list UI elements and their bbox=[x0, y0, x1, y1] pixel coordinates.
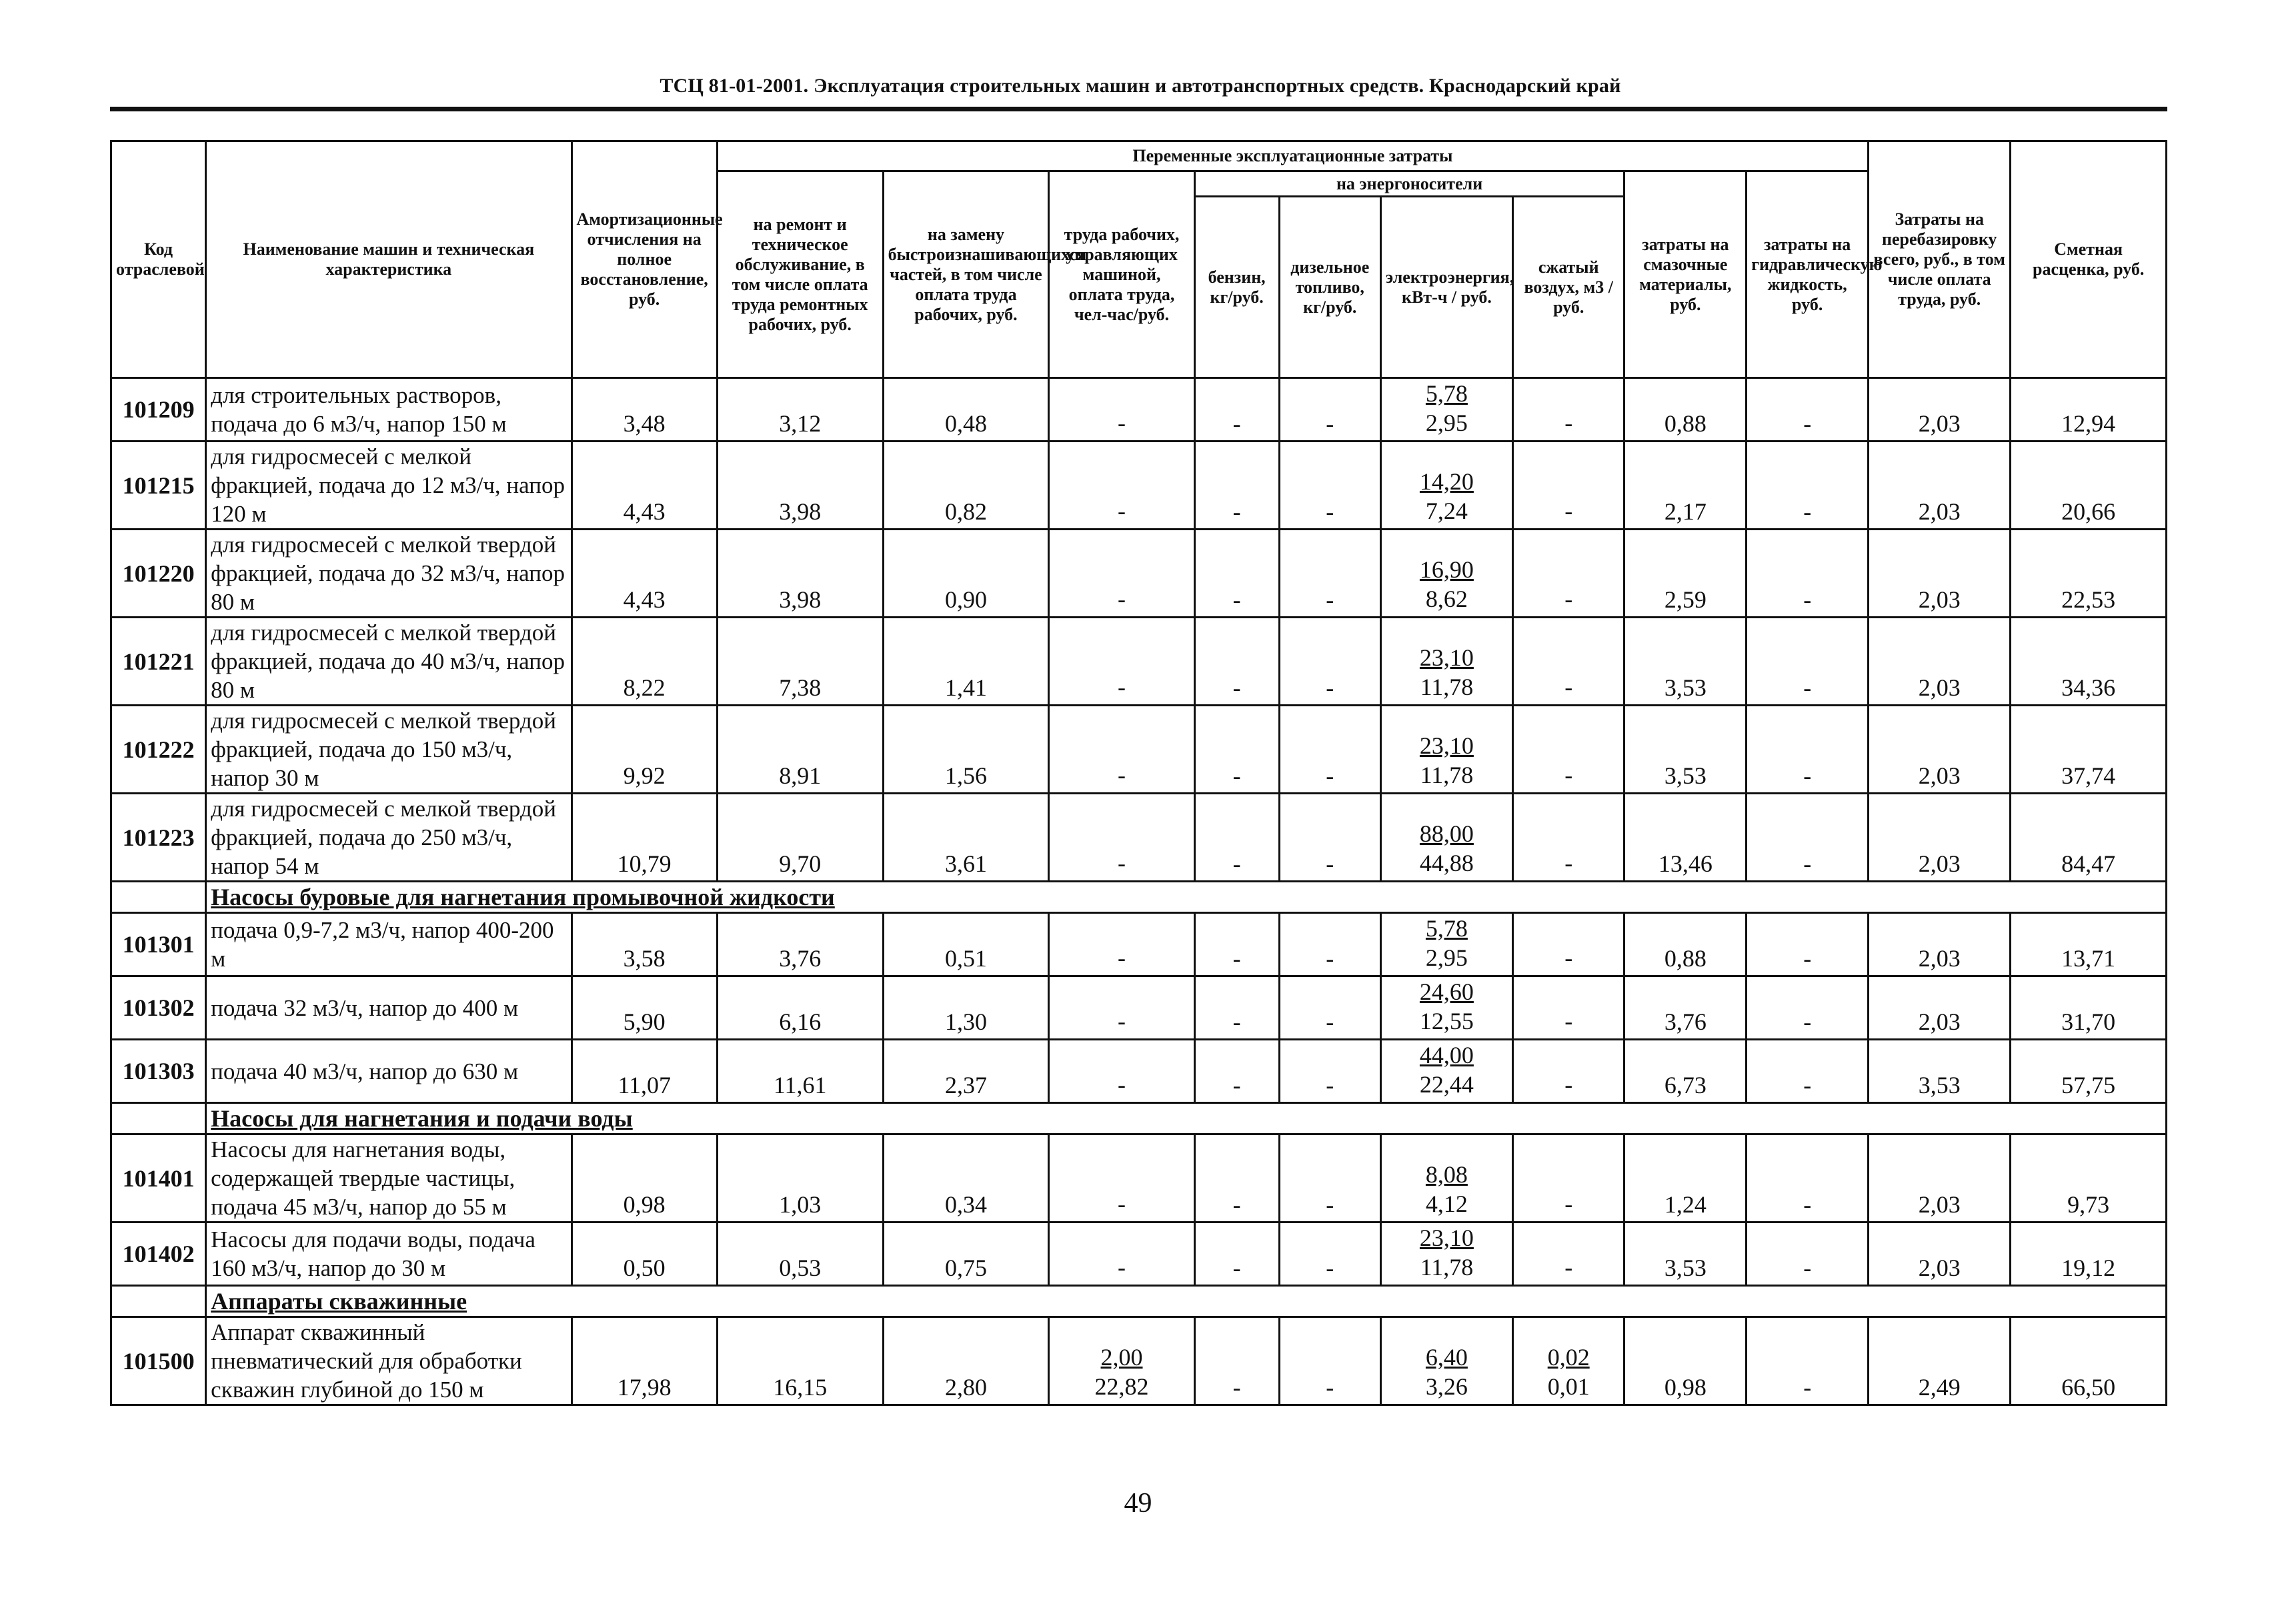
page-number: 49 bbox=[1124, 1488, 1152, 1519]
header-energy: на энергоносители bbox=[1194, 171, 1624, 197]
row-name: для гидросмесей с мелкой твердой фракцией, подача до 250 м3/ч, напор 54 м bbox=[206, 794, 572, 882]
table-row bbox=[111, 530, 2167, 618]
lube-cell: 3,53 bbox=[1624, 618, 1747, 706]
hydro-cell: - bbox=[1747, 1317, 1869, 1405]
labor-cell-cost: - bbox=[1118, 1008, 1126, 1034]
air-cell-quantity bbox=[1518, 819, 1620, 848]
labor-cell-quantity bbox=[1054, 819, 1189, 848]
diesel-cell: - bbox=[1279, 706, 1380, 794]
row-code: 101402 bbox=[111, 1223, 206, 1286]
electro-cell-cost: 11,78 bbox=[1420, 1254, 1474, 1281]
air-cell bbox=[1512, 1223, 1624, 1286]
electro-cell-quantity: 5,78 bbox=[1425, 915, 1468, 942]
section-row bbox=[111, 1286, 2167, 1317]
electro-cell-quantity: 23,10 bbox=[1419, 644, 1474, 671]
labor-cell-cost: - bbox=[1118, 944, 1126, 971]
electro-cell bbox=[1380, 618, 1512, 706]
transfer-cell: 2,03 bbox=[1869, 794, 2011, 882]
replace-cell: 2,80 bbox=[883, 1317, 1049, 1405]
price-cell: 22,53 bbox=[2011, 530, 2167, 618]
replace-cell: 0,48 bbox=[883, 378, 1049, 442]
hydro-cell: - bbox=[1747, 442, 1869, 530]
repair-cell: 3,76 bbox=[717, 913, 883, 976]
lube-cell: 1,24 bbox=[1624, 1134, 1747, 1223]
diesel-cell: - bbox=[1279, 976, 1380, 1040]
hydro-cell: - bbox=[1747, 1134, 1869, 1223]
price-cell: 12,94 bbox=[2011, 378, 2167, 442]
electro-cell-quantity: 14,20 bbox=[1419, 468, 1474, 495]
table-row bbox=[111, 1317, 2167, 1405]
electro-cell bbox=[1380, 442, 1512, 530]
electro-cell-quantity: 44,00 bbox=[1419, 1042, 1474, 1068]
lube-cell: 13,46 bbox=[1624, 794, 1747, 882]
price-cell: 31,70 bbox=[2011, 976, 2167, 1040]
page-title: ТСЦ 81-01-2001. Эксплуатация строительных машин и автотранспортных средств. Краснодарский край bbox=[660, 75, 1621, 97]
petrol-cell: - bbox=[1194, 442, 1279, 530]
table-row bbox=[111, 442, 2167, 530]
electro-cell-cost: 11,78 bbox=[1420, 762, 1474, 788]
replace-cell: 3,61 bbox=[883, 794, 1049, 882]
row-code: 101500 bbox=[111, 1317, 206, 1405]
table-row bbox=[111, 378, 2167, 442]
labor-cell-quantity bbox=[1054, 1223, 1189, 1253]
labor-cell-cost: - bbox=[1118, 762, 1126, 788]
header-name: Наименование машин и техническая характеристика bbox=[206, 141, 572, 378]
row-code: 101215 bbox=[111, 442, 206, 530]
air-cell-cost: - bbox=[1564, 586, 1573, 612]
repair-cell: 9,70 bbox=[717, 794, 883, 882]
petrol-cell: - bbox=[1194, 1040, 1279, 1103]
section-cell bbox=[206, 1103, 2167, 1134]
diesel-cell: - bbox=[1279, 913, 1380, 976]
electro-cell-cost: 44,88 bbox=[1419, 850, 1474, 876]
lube-cell: 2,17 bbox=[1624, 442, 1747, 530]
replace-cell: 1,30 bbox=[883, 976, 1049, 1040]
replace-cell: 0,90 bbox=[883, 530, 1049, 618]
row-code: 101221 bbox=[111, 618, 206, 706]
electro-cell-quantity: 23,10 bbox=[1419, 1225, 1474, 1251]
diesel-cell: - bbox=[1279, 1223, 1380, 1286]
header-petrol: бензин, кг/руб. bbox=[1194, 197, 1279, 378]
labor-cell-quantity bbox=[1054, 1040, 1189, 1070]
price-cell: 66,50 bbox=[2011, 1317, 2167, 1405]
labor-cell bbox=[1049, 530, 1194, 618]
petrol-cell: - bbox=[1194, 1317, 1279, 1405]
labor-cell-quantity: 2,00 bbox=[1100, 1344, 1143, 1371]
air-cell-quantity bbox=[1518, 977, 1620, 1006]
lube-cell: 0,88 bbox=[1624, 913, 1747, 976]
header-variable: Переменные эксплуатационные затраты bbox=[717, 141, 1868, 171]
electro-cell bbox=[1380, 706, 1512, 794]
repair-cell: 3,98 bbox=[717, 530, 883, 618]
labor-cell-cost: - bbox=[1118, 1071, 1126, 1098]
lube-cell: 3,53 bbox=[1624, 706, 1747, 794]
amort-cell: 0,98 bbox=[572, 1134, 717, 1223]
row-code: 101223 bbox=[111, 794, 206, 882]
price-cell: 84,47 bbox=[2011, 794, 2167, 882]
electro-cell-quantity: 6,40 bbox=[1425, 1344, 1468, 1371]
row-code: 101302 bbox=[111, 976, 206, 1040]
labor-cell bbox=[1049, 618, 1194, 706]
replace-cell: 1,41 bbox=[883, 618, 1049, 706]
header-air: сжатый воздух, м3 / руб. bbox=[1512, 197, 1624, 378]
amort-cell: 3,58 bbox=[572, 913, 717, 976]
labor-cell-cost: - bbox=[1118, 674, 1126, 700]
air-cell-cost: - bbox=[1564, 498, 1573, 524]
labor-cell-quantity bbox=[1054, 555, 1189, 584]
lube-cell: 0,98 bbox=[1624, 1317, 1747, 1405]
amort-cell: 9,92 bbox=[572, 706, 717, 794]
petrol-cell: - bbox=[1194, 530, 1279, 618]
transfer-cell: 2,03 bbox=[1869, 618, 2011, 706]
repair-cell: 8,91 bbox=[717, 706, 883, 794]
transfer-cell: 2,03 bbox=[1869, 706, 2011, 794]
amort-cell: 17,98 bbox=[572, 1317, 717, 1405]
air-cell-cost: - bbox=[1564, 944, 1573, 971]
air-cell bbox=[1512, 794, 1624, 882]
petrol-cell: - bbox=[1194, 794, 1279, 882]
labor-cell bbox=[1049, 706, 1194, 794]
labor-cell-quantity bbox=[1054, 1160, 1189, 1189]
petrol-cell: - bbox=[1194, 1134, 1279, 1223]
replace-cell: 2,37 bbox=[883, 1040, 1049, 1103]
section-code-cell bbox=[111, 1103, 206, 1134]
header-lube: затраты на смазочные материалы, руб. bbox=[1624, 171, 1747, 378]
labor-cell-cost: - bbox=[1118, 850, 1126, 876]
table-body bbox=[111, 378, 2167, 1405]
header-hydro: затраты на гидравлическую жидкость, руб. bbox=[1747, 171, 1869, 378]
air-cell bbox=[1512, 618, 1624, 706]
row-name: для гидросмесей с мелкой твердой фракцией, подача до 32 м3/ч, напор 80 м bbox=[206, 530, 572, 618]
header-code: Код отраслевой bbox=[111, 141, 206, 378]
section-row bbox=[111, 1103, 2167, 1134]
labor-cell-quantity bbox=[1054, 731, 1189, 760]
amort-cell: 4,43 bbox=[572, 530, 717, 618]
table-row bbox=[111, 913, 2167, 976]
repair-cell: 1,03 bbox=[717, 1134, 883, 1223]
air-cell-cost: - bbox=[1564, 1190, 1573, 1217]
labor-cell-quantity bbox=[1054, 467, 1189, 496]
labor-cell-cost: - bbox=[1118, 410, 1126, 436]
diesel-cell: - bbox=[1279, 378, 1380, 442]
repair-cell: 7,38 bbox=[717, 618, 883, 706]
labor-cell-cost: - bbox=[1118, 498, 1126, 524]
petrol-cell: - bbox=[1194, 913, 1279, 976]
electro-cell-cost: 8,62 bbox=[1425, 586, 1468, 612]
air-cell-cost: - bbox=[1564, 1254, 1573, 1281]
labor-cell bbox=[1049, 1317, 1194, 1405]
air-cell-quantity: 0,02 bbox=[1547, 1344, 1590, 1371]
repair-cell: 6,16 bbox=[717, 976, 883, 1040]
hydro-cell: - bbox=[1747, 618, 1869, 706]
electro-cell bbox=[1380, 794, 1512, 882]
transfer-cell: 2,03 bbox=[1869, 378, 2011, 442]
labor-cell bbox=[1049, 1223, 1194, 1286]
repair-cell: 3,98 bbox=[717, 442, 883, 530]
row-code: 101401 bbox=[111, 1134, 206, 1223]
diesel-cell: - bbox=[1279, 618, 1380, 706]
lube-cell: 6,73 bbox=[1624, 1040, 1747, 1103]
electro-cell-cost: 12,55 bbox=[1419, 1008, 1474, 1034]
replace-cell: 0,75 bbox=[883, 1223, 1049, 1286]
price-cell: 13,71 bbox=[2011, 913, 2167, 976]
hydro-cell: - bbox=[1747, 1223, 1869, 1286]
section-cell bbox=[206, 1286, 2167, 1317]
hydro-cell: - bbox=[1747, 1040, 1869, 1103]
electro-cell-quantity: 23,10 bbox=[1419, 732, 1474, 759]
header-electro: электроэнергия, кВт-ч / руб. bbox=[1380, 197, 1512, 378]
row-code: 101301 bbox=[111, 913, 206, 976]
air-cell-quantity bbox=[1518, 643, 1620, 672]
diesel-cell: - bbox=[1279, 530, 1380, 618]
row-name: Аппарат скважинный пневматический для обработки скважин глубиной до 150 м bbox=[206, 1317, 572, 1405]
title-rule bbox=[110, 107, 2167, 111]
labor-cell-cost: - bbox=[1118, 586, 1126, 612]
amort-cell: 4,43 bbox=[572, 442, 717, 530]
rates-table bbox=[110, 140, 2167, 1406]
lube-cell: 3,53 bbox=[1624, 1223, 1747, 1286]
electro-cell bbox=[1380, 913, 1512, 976]
air-cell-quantity bbox=[1518, 1040, 1620, 1070]
row-code: 101303 bbox=[111, 1040, 206, 1103]
labor-cell-quantity bbox=[1054, 379, 1189, 408]
repair-cell: 11,61 bbox=[717, 1040, 883, 1103]
electro-cell-cost: 22,44 bbox=[1419, 1071, 1474, 1098]
labor-cell bbox=[1049, 976, 1194, 1040]
price-cell: 9,73 bbox=[2011, 1134, 2167, 1223]
row-code: 101220 bbox=[111, 530, 206, 618]
diesel-cell: - bbox=[1279, 794, 1380, 882]
section-code-cell bbox=[111, 882, 206, 913]
air-cell-quantity bbox=[1518, 1223, 1620, 1253]
table-row bbox=[111, 706, 2167, 794]
electro-cell-cost: 4,12 bbox=[1425, 1190, 1468, 1217]
row-name: подача 32 м3/ч, напор до 400 м bbox=[206, 976, 572, 1040]
transfer-cell: 2,03 bbox=[1869, 1223, 2011, 1286]
electro-cell bbox=[1380, 530, 1512, 618]
section-title: Насосы буровые для нагнетания промывочной жидкости bbox=[211, 884, 835, 910]
diesel-cell: - bbox=[1279, 1317, 1380, 1405]
electro-cell bbox=[1380, 1134, 1512, 1223]
air-cell-cost: - bbox=[1564, 762, 1573, 788]
section-title: Насосы для нагнетания и подачи воды bbox=[211, 1105, 633, 1132]
petrol-cell: - bbox=[1194, 1223, 1279, 1286]
row-code: 101209 bbox=[111, 378, 206, 442]
table-row bbox=[111, 1040, 2167, 1103]
electro-cell-quantity: 24,60 bbox=[1419, 978, 1474, 1005]
air-cell-cost: - bbox=[1564, 1008, 1573, 1034]
hydro-cell: - bbox=[1747, 378, 1869, 442]
row-name: подача 0,9-7,2 м3/ч, напор 400-200 м bbox=[206, 913, 572, 976]
amort-cell: 3,48 bbox=[572, 378, 717, 442]
transfer-cell: 3,53 bbox=[1869, 1040, 2011, 1103]
price-cell: 57,75 bbox=[2011, 1040, 2167, 1103]
replace-cell: 0,34 bbox=[883, 1134, 1049, 1223]
header-replace: на замену быстроизнашивающихся частей, в том числе оплата труда рабочих, руб. bbox=[883, 171, 1049, 378]
replace-cell: 1,56 bbox=[883, 706, 1049, 794]
labor-cell-cost: - bbox=[1118, 1190, 1126, 1217]
price-cell: 37,74 bbox=[2011, 706, 2167, 794]
diesel-cell: - bbox=[1279, 1134, 1380, 1223]
electro-cell bbox=[1380, 1317, 1512, 1405]
air-cell bbox=[1512, 378, 1624, 442]
electro-cell-cost: 2,95 bbox=[1425, 410, 1468, 436]
air-cell bbox=[1512, 442, 1624, 530]
electro-cell-quantity: 5,78 bbox=[1425, 380, 1468, 407]
table-row bbox=[111, 1223, 2167, 1286]
air-cell-cost: - bbox=[1564, 410, 1573, 436]
table-row bbox=[111, 794, 2167, 882]
electro-cell-cost: 2,95 bbox=[1425, 944, 1468, 971]
hydro-cell: - bbox=[1747, 794, 1869, 882]
air-cell-cost: - bbox=[1564, 1071, 1573, 1098]
transfer-cell: 2,03 bbox=[1869, 530, 2011, 618]
petrol-cell: - bbox=[1194, 706, 1279, 794]
labor-cell-cost: 22,82 bbox=[1094, 1373, 1149, 1400]
air-cell bbox=[1512, 1040, 1624, 1103]
labor-cell bbox=[1049, 794, 1194, 882]
amort-cell: 5,90 bbox=[572, 976, 717, 1040]
electro-cell-cost: 3,26 bbox=[1425, 1373, 1468, 1400]
amort-cell: 8,22 bbox=[572, 618, 717, 706]
transfer-cell: 2,03 bbox=[1869, 1134, 2011, 1223]
lube-cell: 2,59 bbox=[1624, 530, 1747, 618]
price-cell: 19,12 bbox=[2011, 1223, 2167, 1286]
repair-cell: 0,53 bbox=[717, 1223, 883, 1286]
section-row bbox=[111, 882, 2167, 913]
repair-cell: 16,15 bbox=[717, 1317, 883, 1405]
section-title: Аппараты скважинные bbox=[211, 1288, 467, 1315]
air-cell bbox=[1512, 913, 1624, 976]
air-cell bbox=[1512, 706, 1624, 794]
amort-cell: 11,07 bbox=[572, 1040, 717, 1103]
transfer-cell: 2,03 bbox=[1869, 913, 2011, 976]
diesel-cell: - bbox=[1279, 442, 1380, 530]
table-row bbox=[111, 1134, 2167, 1223]
transfer-cell: 2,03 bbox=[1869, 442, 2011, 530]
header-amort: Амортизационные отчисления на полное восстановление, руб. bbox=[572, 141, 717, 378]
labor-cell-quantity bbox=[1054, 914, 1189, 943]
petrol-cell: - bbox=[1194, 618, 1279, 706]
section-code-cell bbox=[111, 1286, 206, 1317]
hydro-cell: - bbox=[1747, 530, 1869, 618]
electro-cell-quantity: 88,00 bbox=[1419, 820, 1474, 847]
air-cell-quantity bbox=[1518, 467, 1620, 496]
row-name: для гидросмесей с мелкой твердой фракцией, подача до 40 м3/ч, напор 80 м bbox=[206, 618, 572, 706]
amort-cell: 0,50 bbox=[572, 1223, 717, 1286]
header-repair: на ремонт и техническое обслуживание, в том числе оплата труда ремонтных рабочих, руб. bbox=[717, 171, 883, 378]
diesel-cell: - bbox=[1279, 1040, 1380, 1103]
repair-cell: 3,12 bbox=[717, 378, 883, 442]
hydro-cell: - bbox=[1747, 913, 1869, 976]
electro-cell bbox=[1380, 1040, 1512, 1103]
electro-cell bbox=[1380, 378, 1512, 442]
row-name: подача 40 м3/ч, напор до 630 м bbox=[206, 1040, 572, 1103]
labor-cell-quantity bbox=[1054, 643, 1189, 672]
air-cell-cost: - bbox=[1564, 850, 1573, 876]
row-code: 101222 bbox=[111, 706, 206, 794]
air-cell-quantity bbox=[1518, 731, 1620, 760]
header-price: Сметная расценка, руб. bbox=[2011, 141, 2167, 378]
air-cell-quantity bbox=[1518, 914, 1620, 943]
header-labor: труда рабочих, управляющих машиной, оплата труда, чел-час/руб. bbox=[1049, 171, 1194, 378]
air-cell-quantity bbox=[1518, 555, 1620, 584]
electro-cell-cost: 11,78 bbox=[1420, 674, 1474, 700]
row-name: для гидросмесей с мелкой фракцией, подача до 12 м3/ч, напор 120 м bbox=[206, 442, 572, 530]
petrol-cell: - bbox=[1194, 976, 1279, 1040]
air-cell-quantity bbox=[1518, 1160, 1620, 1189]
lube-cell: 3,76 bbox=[1624, 976, 1747, 1040]
row-name: Насосы для подачи воды, подача 160 м3/ч, напор до 30 м bbox=[206, 1223, 572, 1286]
labor-cell-quantity bbox=[1054, 977, 1189, 1006]
price-cell: 20,66 bbox=[2011, 442, 2167, 530]
petrol-cell: - bbox=[1194, 378, 1279, 442]
electro-cell-quantity: 8,08 bbox=[1425, 1161, 1468, 1188]
replace-cell: 0,82 bbox=[883, 442, 1049, 530]
air-cell-quantity bbox=[1518, 379, 1620, 408]
amort-cell: 10,79 bbox=[572, 794, 717, 882]
row-name: Насосы для нагнетания воды, содержащей твердые частицы, подача 45 м3/ч, напор до 55 м bbox=[206, 1134, 572, 1223]
transfer-cell: 2,03 bbox=[1869, 976, 2011, 1040]
replace-cell: 0,51 bbox=[883, 913, 1049, 976]
labor-cell bbox=[1049, 442, 1194, 530]
transfer-cell: 2,49 bbox=[1869, 1317, 2011, 1405]
electro-cell bbox=[1380, 1223, 1512, 1286]
hydro-cell: - bbox=[1747, 976, 1869, 1040]
lube-cell: 0,88 bbox=[1624, 378, 1747, 442]
table-row bbox=[111, 618, 2167, 706]
air-cell-cost: 0,01 bbox=[1547, 1373, 1590, 1400]
air-cell-cost: - bbox=[1564, 674, 1573, 700]
air-cell bbox=[1512, 976, 1624, 1040]
labor-cell bbox=[1049, 1134, 1194, 1223]
hydro-cell: - bbox=[1747, 706, 1869, 794]
electro-cell bbox=[1380, 976, 1512, 1040]
labor-cell-cost: - bbox=[1118, 1254, 1126, 1281]
header-diesel: дизельное топливо, кг/руб. bbox=[1279, 197, 1380, 378]
electro-cell-quantity: 16,90 bbox=[1419, 556, 1474, 583]
electro-cell-cost: 7,24 bbox=[1425, 498, 1468, 524]
row-name: для гидросмесей с мелкой твердой фракцией, подача до 150 м3/ч, напор 30 м bbox=[206, 706, 572, 794]
air-cell bbox=[1512, 530, 1624, 618]
header-transfer: Затраты на перебазировку всего, руб., в том числе оплата труда, руб. bbox=[1869, 141, 2011, 378]
air-cell bbox=[1512, 1134, 1624, 1223]
table-row bbox=[111, 976, 2167, 1040]
row-name: для строительных растворов, подача до 6 м3/ч, напор 150 м bbox=[206, 378, 572, 442]
air-cell bbox=[1512, 1317, 1624, 1405]
price-cell: 34,36 bbox=[2011, 618, 2167, 706]
labor-cell bbox=[1049, 1040, 1194, 1103]
section-cell bbox=[206, 882, 2167, 913]
labor-cell bbox=[1049, 913, 1194, 976]
labor-cell bbox=[1049, 378, 1194, 442]
